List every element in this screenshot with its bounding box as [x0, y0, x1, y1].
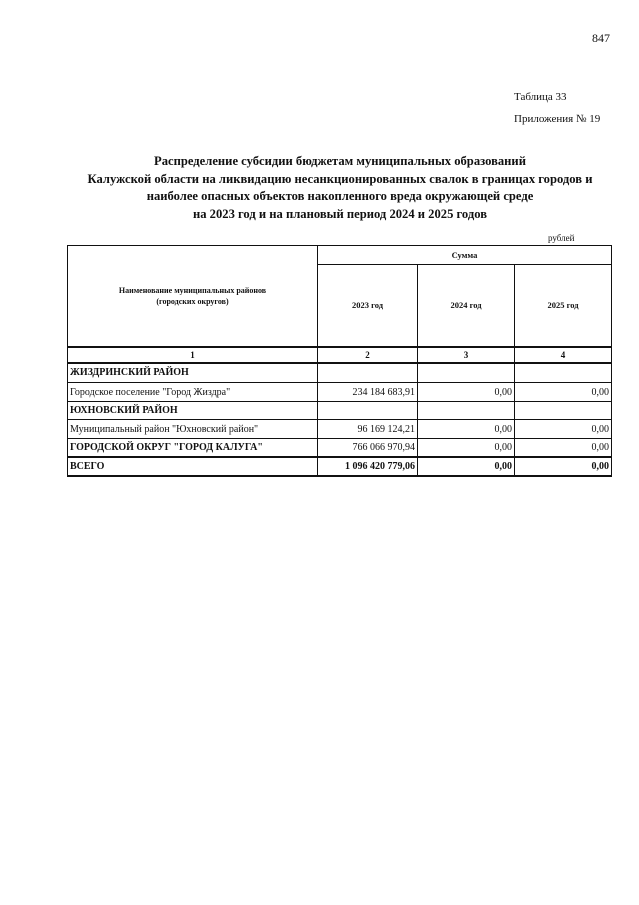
row-name: ГОРОДСКОЙ ОКРУГ "ГОРОД КАЛУГА" — [68, 439, 318, 457]
table-row — [68, 439, 612, 457]
title-line: Калужской области на ликвидацию несанкционированных свалок в границах городов и — [87, 171, 593, 186]
header-year-2024: 2024 год — [418, 265, 515, 347]
row-value-2025: 0,00 — [515, 439, 612, 457]
header-year-2025: 2025 год — [515, 265, 612, 347]
header-name-line: Наименование муниципальных районов — [118, 285, 267, 295]
header-sum: Сумма — [318, 246, 612, 265]
column-number: 4 — [515, 347, 612, 363]
row-value-2023: 1 096 420 779,06 — [318, 457, 418, 476]
title-line: на 2023 год и на плановый период 2024 и 2025 годов — [192, 206, 488, 221]
units-label: рублей — [548, 233, 575, 243]
row-value-2024 — [418, 402, 515, 420]
row-value-2023: 96 169 124,21 — [318, 420, 418, 439]
row-value-2023 — [318, 402, 418, 420]
header-name-line: (городских округов) — [156, 296, 229, 306]
row-name: ЖИЗДРИНСКИЙ РАЙОН — [68, 363, 318, 383]
row-value-2024 — [418, 363, 515, 383]
column-number: 3 — [418, 347, 515, 363]
row-name: Городское поселение "Город Жиздра" — [68, 383, 318, 402]
table-row — [68, 383, 612, 402]
header-name-cell — [68, 246, 318, 347]
row-value-2024: 0,00 — [418, 383, 515, 402]
table-row — [68, 420, 612, 439]
table-row — [68, 363, 612, 383]
row-value-2025 — [515, 402, 612, 420]
header-year-2023: 2023 год — [318, 265, 418, 347]
title-line: Распределение субсидии бюджетам муниципальных образований — [154, 154, 526, 168]
row-value-2024: 0,00 — [418, 457, 515, 476]
row-value-2025: 0,00 — [515, 420, 612, 439]
table-row — [68, 402, 612, 420]
row-value-2025: 0,00 — [515, 383, 612, 402]
row-name: ЮХНОВСКИЙ РАЙОН — [68, 402, 318, 420]
row-value-2025 — [515, 363, 612, 383]
page-number: 847 — [592, 31, 610, 45]
row-value-2025: 0,00 — [515, 457, 612, 476]
table-label: Таблица 33 — [514, 91, 567, 103]
appendix-label: Приложения № 19 — [514, 113, 601, 125]
subsidy-table — [67, 245, 612, 477]
row-value-2023: 234 184 683,91 — [318, 383, 418, 402]
row-value-2024: 0,00 — [418, 420, 515, 439]
row-name: ВСЕГО — [68, 457, 318, 476]
column-number: 1 — [68, 347, 318, 363]
row-value-2023: 766 066 970,94 — [318, 439, 418, 457]
row-name: Муниципальный район "Юхновский район" — [68, 420, 318, 439]
table-row-total — [68, 457, 612, 476]
column-number: 2 — [318, 347, 418, 363]
document-title — [60, 153, 620, 223]
row-value-2024: 0,00 — [418, 439, 515, 457]
title-line: наиболее опасных объектов накопленного вреда окружающей среде — [146, 189, 534, 203]
row-value-2023 — [318, 363, 418, 383]
